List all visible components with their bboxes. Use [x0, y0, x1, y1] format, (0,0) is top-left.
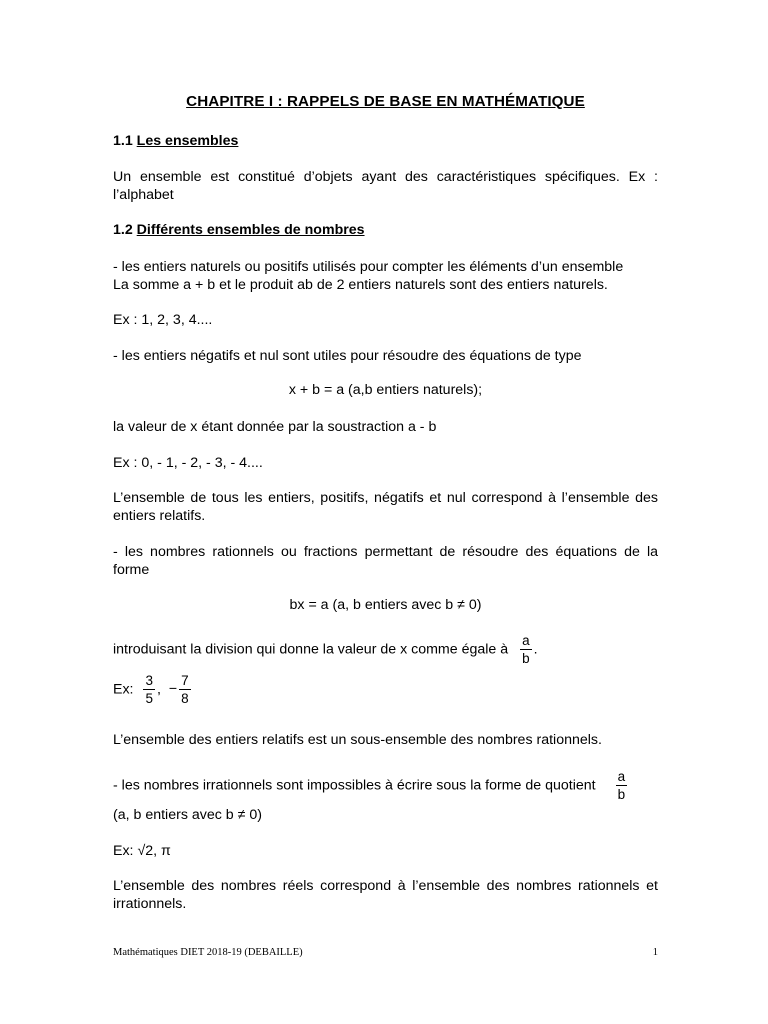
footer-course-label: Mathématiques DIET 2018-19 (DEBAILLE)	[113, 947, 303, 958]
fraction-a-over-b-quotient	[616, 768, 628, 803]
example-naturels: Ex : 1, 2, 3, 4....	[113, 312, 213, 328]
equation-x-plus-b: x + b = a (a,b entiers naturels);	[288, 382, 483, 398]
paragraph-division-end: .	[533, 641, 538, 658]
fraction-3-5	[143, 672, 155, 707]
fraction-denominator: 8	[181, 691, 189, 706]
example-fractions-separator: ,	[156, 681, 161, 698]
section-1-2-heading	[113, 222, 365, 238]
equation-bx-equals-a: bx = a (a, b entiers avec b ≠ 0)	[289, 597, 482, 613]
paragraph-somme-produit: La somme a + b et le produit ab de 2 entiers naturels sont des entiers naturels.	[113, 277, 608, 293]
paragraph-sous-ensemble: L’ensemble des entiers relatifs est un sous-ensemble des nombres rationnels.	[113, 732, 602, 748]
fraction-denominator: b	[617, 787, 626, 802]
paragraph-irrationnels	[113, 768, 658, 803]
minus-sign: −	[168, 681, 178, 698]
section-1-2-label: Différents ensembles de nombres	[136, 222, 365, 238]
example-fractions	[113, 672, 658, 707]
fraction-numerator: a	[617, 769, 626, 784]
paragraph-entiers-relatifs: L’ensemble de tous les entiers, positifs, négatifs et nul correspond à l’ensemble des entiers relatifs.	[113, 490, 658, 524]
section-1-1-label: Les ensembles	[136, 133, 239, 149]
example-fractions-label: Ex:	[113, 681, 134, 698]
fraction-denominator: b	[522, 651, 530, 666]
document-page	[113, 0, 658, 1024]
fraction-denominator: 5	[145, 691, 153, 706]
example-irrationnels: Ex: √2, π	[113, 843, 171, 859]
paragraph-entiers-negatifs: - les entiers négatifs et nul sont utiles pour résoudre des équations de type	[113, 348, 582, 364]
paragraph-entiers-naturels: - les entiers naturels ou positifs utilisés pour compter les éléments d’un ensemble	[113, 259, 624, 275]
paragraph-division	[113, 632, 658, 667]
page-number: 1	[652, 947, 658, 958]
fraction-numerator: 7	[181, 673, 189, 688]
paragraph-condition: (a, b entiers avec b ≠ 0)	[113, 807, 262, 823]
page-title: CHAPITRE I : RAPPELS DE BASE EN MATHÉMATIQUE	[186, 93, 585, 110]
fraction-a-over-b	[520, 632, 532, 667]
paragraph-nombres-rationnels: - les nombres rationnels ou fractions permettant de résoudre des équations de la forme	[113, 544, 658, 578]
example-negatifs: Ex : 0, - 1, - 2, - 3, - 4....	[113, 455, 263, 471]
paragraph-nombres-reels: L’ensemble des nombres réels correspond à l’ensemble des nombres rationnels et irrationnels.	[113, 878, 658, 912]
fraction-numerator: 3	[145, 673, 153, 688]
section-1-2-number: 1.2	[113, 222, 137, 238]
paragraph-soustraction: la valeur de x étant donnée par la soustraction a - b	[113, 419, 437, 435]
page-footer	[113, 947, 658, 958]
section-1-1-heading	[113, 133, 238, 149]
section-1-1-number: 1.1	[113, 133, 137, 149]
paragraph-ensemble-definition: Un ensemble est constitué d’objets ayant des caractéristiques spécifiques. Ex : l’alphabet	[113, 169, 658, 203]
fraction-7-8	[179, 672, 191, 707]
paragraph-irrationnels-text: - les nombres irrationnels sont impossibles à écrire sous la forme de quotient	[113, 777, 596, 794]
fraction-numerator: a	[522, 633, 530, 648]
paragraph-division-text: introduisant la division qui donne la valeur de x comme égale à	[113, 641, 509, 658]
